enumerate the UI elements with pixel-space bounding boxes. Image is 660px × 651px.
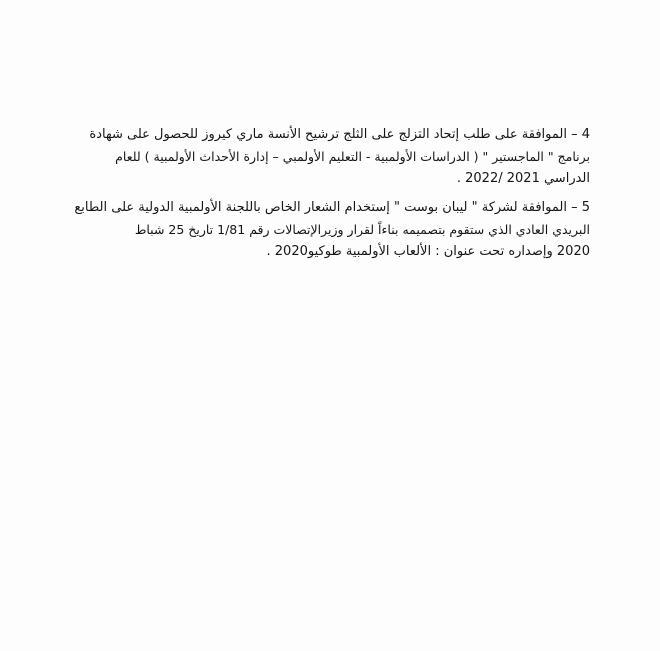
paragraph-line: برنامج " الماجستير " ( الدراسات الأولمبية - التعليم الأولمبي – إدارة الأحداث الأولمبية ) للعام <box>115 149 590 164</box>
paragraph-line: 4 – الموافقة على طلب إتحاد التزلج على الثلج ترشيح الأنسة ماري كيروز للحصول على شهادة <box>89 127 590 142</box>
resolution-item-4 <box>70 124 590 190</box>
paragraph-line: البريدي العادي الذي ستقوم بتصميمه بناءاً لقرار وزيرالإتصالات رقم 1/81 تاريخ 25 شباط <box>134 222 590 237</box>
paragraph-line: 2020 وإصداره تحت عنوان : الألعاب الأولمبية طوكيو2020 . <box>266 244 590 259</box>
paragraph-line: الدراسي 2021 /2022 . <box>456 171 590 186</box>
paragraph-line: 5 – الموافقة لشركة " ليبان بوست " إستخدام الشعار الخاص باللجنة الأولمبية الدولية على الطابع <box>74 200 590 215</box>
resolution-item-5 <box>70 197 590 263</box>
